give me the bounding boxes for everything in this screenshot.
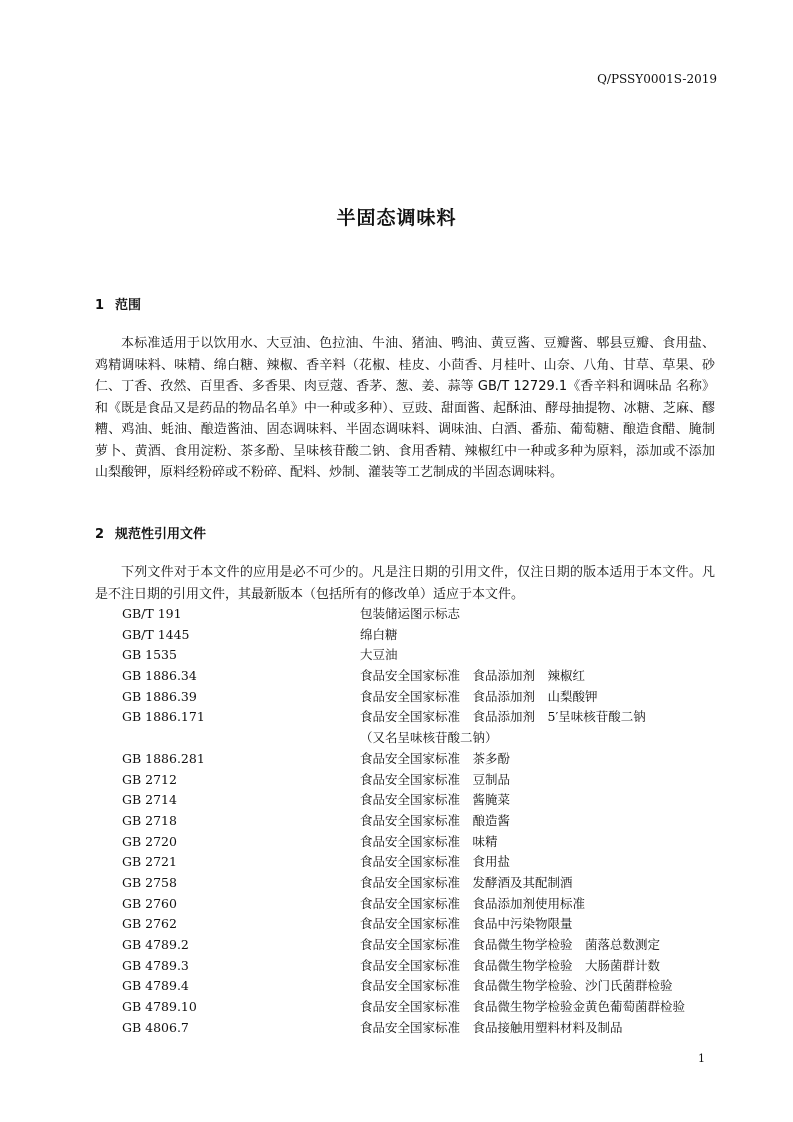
section-1-title: 范围 (115, 298, 142, 313)
section-2-heading (95, 523, 206, 542)
reference-code: GB 4789.3 (122, 957, 189, 973)
reference-code: GB 1886.34 (122, 668, 197, 684)
reference-code: GB 1886.281 (122, 750, 205, 766)
document-code: Q/PSSY0001S-2019 (597, 72, 717, 86)
reference-code: GB 1535 (122, 647, 177, 663)
reference-code: GB 2762 (122, 916, 177, 932)
reference-code: GB 1886.39 (122, 688, 197, 704)
reference-code-empty (122, 728, 360, 749)
reference-title: 食品安全国家标准 食品添加剂使用标准 (360, 895, 586, 911)
reference-title: 食品安全国家标准 食品微生物学检验 大肠菌群计数 (360, 957, 661, 973)
reference-title: 食品安全国家标准 食品添加剂 山梨酸钾 (360, 688, 598, 704)
reference-row (122, 956, 722, 977)
reference-code: GB 2712 (122, 771, 177, 787)
reference-row (122, 1018, 722, 1039)
section-2-intro: 下列文件对于本文件的应用是必不可少的。凡是注日期的引用文件，仅注日期的版本适用于本文件。凡是不注日期的引用文件，其最新版本（包括所有的修改单）适应于本文件。 (95, 565, 715, 602)
reference-code: GB/T 1445 (122, 626, 190, 642)
reference-row (122, 790, 722, 811)
section-1-heading (95, 294, 141, 313)
reference-title: 食品安全国家标准 食品中污染物限量 (360, 916, 573, 932)
reference-row (122, 976, 722, 997)
reference-code: GB 4806.7 (122, 1019, 189, 1035)
reference-code: GB 4789.4 (122, 978, 189, 994)
reference-row (122, 625, 722, 646)
section-2-title: 规范性引用文件 (115, 527, 207, 542)
reference-title: 食品安全国家标准 食品添加剂 5′呈味核苷酸二钠 (360, 709, 646, 725)
reference-title: 大豆油 (360, 647, 398, 663)
reference-row (122, 645, 722, 666)
reference-code: GB 2714 (122, 792, 177, 808)
reference-title: 食品安全国家标准 食品添加剂 辣椒红 (360, 668, 586, 684)
section-1-number: 1 (95, 298, 105, 313)
reference-title: 食品安全国家标准 茶多酚 (360, 750, 511, 766)
reference-code: GB 2758 (122, 874, 177, 890)
reference-title: 绵白糖 (360, 626, 398, 642)
reference-list (122, 604, 722, 1038)
page-number: 1 (698, 1052, 705, 1065)
reference-row (122, 852, 722, 873)
reference-title: 食品安全国家标准 味精 (360, 833, 498, 849)
reference-title-continuation: （又名呈味核苷酸二钠） (360, 730, 498, 746)
reference-row (122, 687, 722, 708)
reference-code: GB 2721 (122, 854, 177, 870)
reference-row (122, 707, 722, 728)
section-1-body: 本标准适用于以饮用水、大豆油、色拉油、牛油、猪油、鸭油、黄豆酱、豆瓣酱、郫县豆瓣、食用盐、鸡精调味料、味精、绵白糖、辣椒、香辛料（花椒、桂皮、小茴香、月桂叶、山奈、八角、甘草、草果、砂仁、丁香、孜然、百里香、多香果、肉豆蔻、香茅、葱、姜、蒜等 GB/T 12729.1《香辛料和调味品 名称》和《既是食品又是药品的物品名单》中一种或多种）、豆豉、甜面酱、起酥油、酵母抽提物、冰糖、芝麻、醪糟、鸡油、蚝油、酿造酱油、固态调味料、半固态调味料、调味油、白酒、番茄、葡萄糖、酿造食醋、腌制萝卜、黄酒、食用淀粉、茶多酚、呈味核苷酸二钠、食用香精、辣椒红中一种或多种为原料，添加或不添加山梨酸钾，原料经粉碎或不粉碎、配料、炒制、灌装等工艺制成的半固态调味料。 (95, 336, 715, 480)
reference-title: 食品安全国家标准 酿造酱 (360, 812, 511, 828)
reference-title: 食品安全国家标准 食品微生物学检验、沙门氏菌群检验 (360, 978, 673, 994)
reference-row (122, 666, 722, 687)
reference-title: 食品安全国家标准 酱腌菜 (360, 792, 511, 808)
reference-title: 食品安全国家标准 发酵酒及其配制酒 (360, 874, 573, 890)
reference-row (122, 749, 722, 770)
reference-code: GB 4789.2 (122, 937, 189, 952)
reference-row (122, 997, 722, 1018)
section-2-number: 2 (95, 527, 105, 542)
reference-row (122, 935, 722, 956)
reference-code: GB 2760 (122, 895, 177, 911)
reference-code: GB 2720 (122, 833, 177, 849)
reference-title: 食品安全国家标准 食用盐 (360, 854, 511, 870)
reference-title: 包装储运图示标志 (360, 606, 461, 621)
reference-row (122, 832, 722, 853)
reference-row (122, 894, 722, 915)
reference-row-continuation (122, 728, 722, 749)
reference-title: 食品安全国家标准 食品微生物学检验金黄色葡萄菌群检验 (360, 999, 686, 1015)
reference-code: GB 2718 (122, 812, 177, 828)
reference-row (122, 811, 722, 832)
reference-title: 食品安全国家标准 食品微生物学检验 菌落总数测定 (360, 937, 661, 952)
reference-row (122, 604, 722, 625)
reference-code: GB 4789.10 (122, 999, 197, 1015)
reference-row (122, 770, 722, 791)
reference-row (122, 914, 722, 935)
reference-title: 食品安全国家标准 食品接触用塑料材料及制品 (360, 1019, 623, 1035)
reference-code: GB/T 191 (122, 606, 182, 621)
reference-row (122, 873, 722, 894)
document-title: 半固态调味料 (336, 207, 457, 229)
reference-title: 食品安全国家标准 豆制品 (360, 771, 511, 787)
reference-code: GB 1886.171 (122, 709, 205, 725)
